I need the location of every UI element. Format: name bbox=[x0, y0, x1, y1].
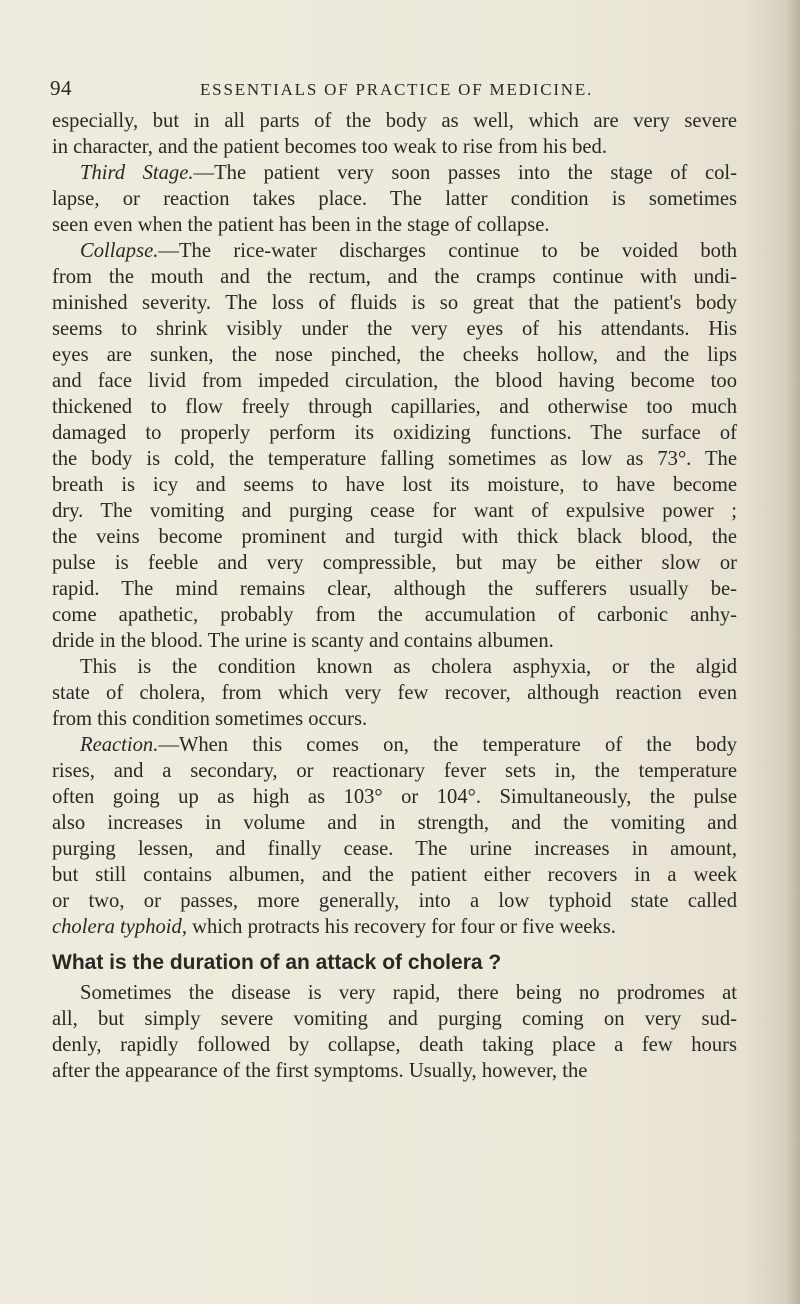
term-cholera-typhoid: cholera typhoid bbox=[52, 916, 182, 938]
text-line: especially, but in all parts of the body as well, which are very severe bbox=[52, 110, 737, 132]
text-line: state of cholera, from which very few recover, although reaction even bbox=[52, 682, 737, 704]
text-line: dry. The vomiting and purging cease for want of expulsive power ; bbox=[52, 500, 737, 522]
text-line: also increases in volume and in strength, and the vomiting and bbox=[52, 812, 737, 834]
text-line: Sometimes the disease is very rapid, there being no prodromes at bbox=[80, 982, 737, 1004]
text-line: Collapse.—The rice-water discharges continue to be voided both bbox=[80, 240, 737, 262]
text-line: the body is cold, the temperature falling sometimes as low as 73°. The bbox=[52, 448, 737, 470]
text-line: Third Stage.—The patient very soon passes into the stage of col- bbox=[80, 162, 737, 184]
text-line: Reaction.—When this comes on, the temperature of the body bbox=[80, 734, 737, 756]
text-line: breath is icy and seems to have lost its moisture, to have become bbox=[52, 474, 737, 496]
question-heading: What is the duration of an attack of cholera ? bbox=[52, 951, 502, 974]
text-line: damaged to properly perform its oxidizing functions. The surface of bbox=[52, 422, 737, 444]
text-line: minished severity. The loss of fluids is so great that the patient's body bbox=[52, 292, 737, 314]
page-edge-shadow bbox=[786, 0, 800, 1304]
text-line: all, but simply severe vomiting and purging coming on very sud- bbox=[52, 1008, 737, 1030]
text-line: in character, and the patient becomes too weak to rise from his bed. bbox=[52, 136, 608, 158]
text-line: purging lessen, and finally cease. The urine increases in amount, bbox=[52, 838, 737, 860]
text-line: denly, rapidly followed by collapse, death taking place a few hours bbox=[52, 1034, 737, 1056]
text-line: after the appearance of the first symptoms. Usually, however, the bbox=[52, 1060, 588, 1082]
text-line: from the mouth and the rectum, and the cramps continue with undi- bbox=[52, 266, 737, 288]
text-line: dride in the blood. The urine is scanty and contains albumen. bbox=[52, 630, 554, 652]
text-line: often going up as high as 103° or 104°. Simultaneously, the pulse bbox=[52, 786, 737, 808]
text-line: eyes are sunken, the nose pinched, the cheeks hollow, and the lips bbox=[52, 344, 737, 366]
running-title: ESSENTIALS OF PRACTICE OF MEDICINE. bbox=[200, 80, 594, 99]
text-line: but still contains albumen, and the patient either recovers in a week bbox=[52, 864, 737, 886]
text-line: pulse is feeble and very compressible, but may be either slow or bbox=[52, 552, 737, 574]
text-line: the veins become prominent and turgid with thick black blood, the bbox=[52, 526, 737, 548]
paragraph-heading-third-stage: Third Stage. bbox=[80, 162, 194, 184]
text-line: from this condition sometimes occurs. bbox=[52, 708, 368, 730]
text-line: This is the condition known as cholera asphyxia, or the algid bbox=[80, 656, 737, 678]
text-line: seen even when the patient has been in the stage of collapse. bbox=[52, 214, 550, 236]
paragraph-heading-reaction: Reaction. bbox=[80, 734, 159, 756]
text-line: come apathetic, probably from the accumulation of carbonic anhy- bbox=[52, 604, 737, 626]
body-text bbox=[52, 108, 737, 1084]
text-line: or two, or passes, more generally, into a low typhoid state called bbox=[52, 890, 737, 912]
paragraph-heading-collapse: Collapse. bbox=[80, 240, 159, 262]
text-line: thickened to flow freely through capillaries, and otherwise too much bbox=[52, 396, 737, 418]
running-head bbox=[50, 76, 750, 106]
page-number: 94 bbox=[50, 76, 72, 100]
text-line: seems to shrink visibly under the very eyes of his attendants. His bbox=[52, 318, 737, 340]
text-line: cholera typhoid, which protracts his recovery for four or five weeks. bbox=[52, 916, 616, 938]
text-line: lapse, or reaction takes place. The latter condition is sometimes bbox=[52, 188, 737, 210]
text-line: rapid. The mind remains clear, although the sufferers usually be- bbox=[52, 578, 737, 600]
text-line: rises, and a secondary, or reactionary fever sets in, the temperature bbox=[52, 760, 737, 782]
text-line: and face livid from impeded circulation, the blood having become too bbox=[52, 370, 737, 392]
